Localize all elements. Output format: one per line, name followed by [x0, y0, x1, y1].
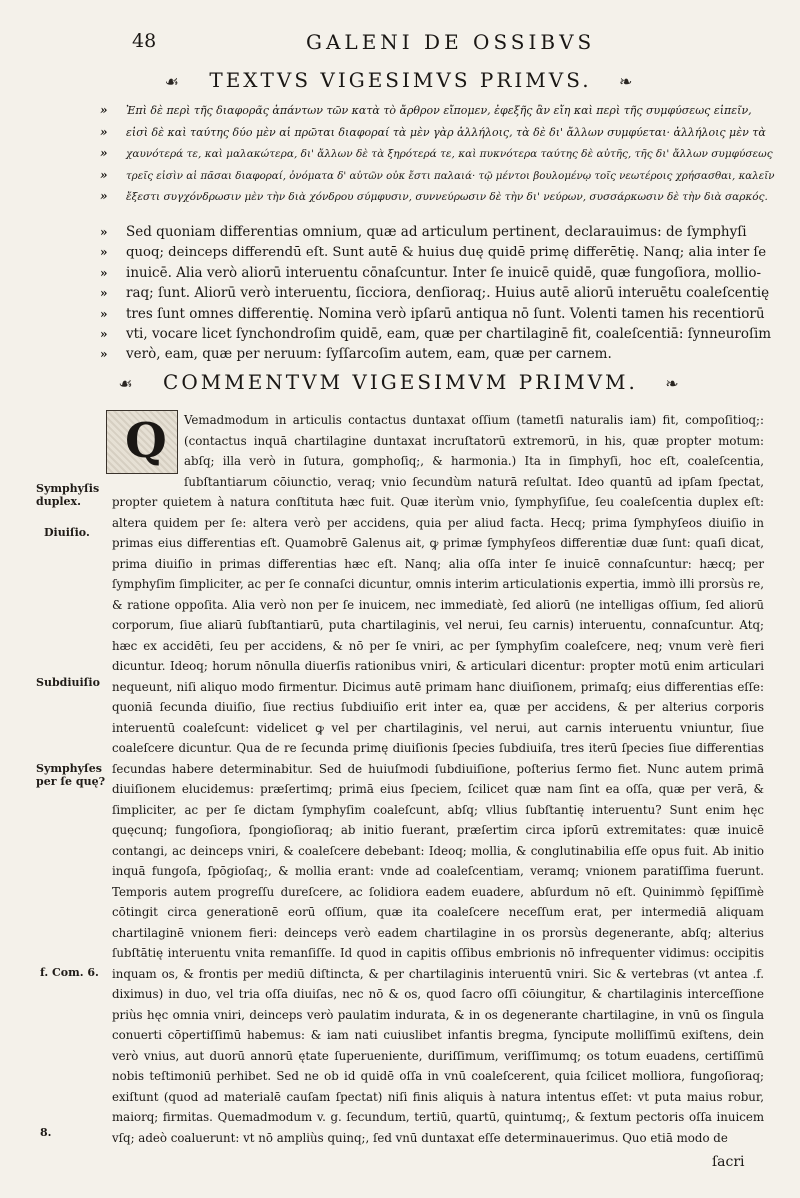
running-head	[0, 26, 800, 56]
commentary-paragraph: Vemadmodum in articulis contactus duntaxat oſſium (tametſi naturalis iam) fit, compoſitioq;: (contactus inquā chartilagine duntaxat incruſtatorū extremorū, in his, quæ propter motum: abſq; illa verò in ſutura, gomphoſiq;, & harmonia.) Ita in ſimphyſi, hoc eſt, coaleſcentia, ſubſtantiarum cōiunctio, veraq; vnio ſecundùm naturā reſultat. Ideo quantū ad ipſam ſpectat, propter quietem à natura conſtituta hæc fuit. Quæ iterùm vnio, ſymphyſiſue, ſeu coaleſcentia duplex eſt: altera quidem per ſe: altera verò per accidens, quia per aliud facta. Hecq; prima ſymphyſeos diuiſio in primas eius differentias eſt. Quamobrē Galenus ait, ꝙ primæ ſymphyſeos differentiæ duæ ſunt: quaſi dicat, prima diuiſio in primas differentias hæc eſt. Nanq; alia oſſa inter ſe inuicē connaſcuntur: hæcq; per ſymphyſim ſimpliciter, ac per ſe connaſci dicuntur, omnis interim articulationis expertia, immò illi prorsùs re, & ratione oppoſita. Alia verò non per ſe inuicem, nec immediatè, ſed aliorū (ne intelligas oſſium, ſed aliorū corporum, ſiue aliarū ſubſtantiarū, puta chartilaginis, vel nerui, ſeu carnis) interuentu, connaſcuntur. Atq; hæc ex accidēti, ſeu per accidens, & nō per ſe vniri, ac per ſymphyſim coaleſcere, neq; vnum verè fieri dicuntur. Ideoq; horum nōnulla diuerſis rationibus vniri, & articulari dicentur: propter motū enim articulari nequeunt, niſi aliquo modo firmentur. Dicimus autē primam hanc diuiſionem, primaſq; eius differentias eſſe: quoniā ſecunda diuiſio, ſiue rectius ſubdiuiſio erit inter ea, quæ per accidens, & per alterius corporis interuentū coaleſcunt: videlicet ꝙ vel per chartilaginis, vel nerui, aut carnis interuentu vniuntur, ſiue coaleſcere dicuntur. Qua de re ſecunda primę diuiſionis ſpecies ſubdiuiſa, tres iterū ſpecies ſiue differentias ſecundas habere determinabitur. Sed de huiuſmodi ſubdiuiſione, poſterius ſermo fiet. Nunc autem primā diuiſionem elucidemus: præſertimq; primā eius ſpeciem, ſcilicet quæ nam ſint ea oſſa, quæ per verā, & ſimpliciter, ac per ſe dictam ſymphyſim coaleſcunt, abſq; vllius ſubſtantię interuentu? Sunt enim hęc quęcunq; fungoſiora, ſpongioſioraq; ab initio fuerant, præſertim circa ipſorū extremitates: quæ inuicē contangi, ac deinceps vniri, & coaleſcere debebant: Ideoq; mollia, & conglutinabilia eſſe opus fuit. Ab initio inquā fungoſa, ſpōgioſaq;, & mollia erant: vnde ad coaleſcentiam, veramq; vnionem paratiſſima fuerunt. Temporis autem progreſſu dureſcere, ac ſolidiora eadem euadere, abſurdum nō eſt. Quinimmò ſępiſſimè cōtingit circa generationē eorū oſſium, quæ ita coaleſcere neceſſum erat, per intermediā aliquam chartilaginē vnionem fieri: deinceps verò eadem chartilagine in os prorsùs degenerante, abſq; alterius ſubſtātię interuentu vnita remanſiſſe. Id quod in capitis oſſibus embrionis nō infrequenter vidimus: occipitis inquam os, & frontis per mediū diſtincta, & per chartilaginis interuentū vniri. Sic & vertebras (vt antea .f. diximus) in duo, vel tria oſſa diuiſas, nec nō & os, quod ſacro oſſi cōiungitur, & chartilaginis interceſſione priùs hęc omnia vniri, deinceps verò paulatim indurata, & in os degenerante chartilagine, in vnū os ſingula conuerti cōpertiſſimū habemus: & iam nati cuiuslibet infantis bregma, ſyncipute molliſſimū exiſtens, dein verò vnius, aut duorū annorū ętate ſuperueniente, duriſſimum, veriſſimumq; os totum euadens, certiſſimū nobis teſtimoniū perhibet. Sed ne ob id quidē oſſa in vnū coaleſcerent, quia ſcilicet molliora, fungoſioraq; exiſtunt (quod ad materialē cauſam ſpectat) niſi finis aliquis à natura intentus eſſet: vt puta maius robur, maiorq; firmitas. Quemadmodum v. g. ſecundum, tertiū, quartū, quintumq;, & ſextum pectoris oſſa inuicem vſq; adeò coaluerunt: vt nō ampliùs quinq;, ſed vnū duntaxat eſſe determinauerimus. Quo etiā modo de	[112, 413, 764, 1145]
greek-line: τρεῖς εἰσὶν αἱ πᾶσαι διαφοραί, ὀνόματα δ' αὐτῶν οὐκ ἔστι παλαιά· τῷ μέντοι βουλομένῳ τοῖς νεωτέροις χρήσασθαι, καλεῖν	[126, 169, 775, 182]
latin-line: raq; ſunt. Aliorū verò interuentu, ſicciora, denſioraq;. Huius autē aliorū interuētu coaleſcentię	[126, 285, 770, 302]
text-heading	[0, 68, 800, 92]
commentary-heading-label: COMMENTVM VIGESIMVM PRIMVM.	[163, 370, 638, 394]
ornament-left-icon: ☙	[164, 72, 182, 91]
commentary-body	[112, 410, 764, 1148]
latin-translation: » Sed quoniam differentias omnium, quæ ad articulum pertinent, declarauimus: de ſymphyſi » quoq; deinceps differendū eſt. Sunt autē & huius duę quidē primę differētię. Nanq; alia inter ſe » inuicē. Alia verò aliorū interuentu cōnaſcuntur. Inter ſe inuicē quidē, quæ fungoſiora, mollio- » raq; ſunt. Aliorū verò interuentu, ſicciora, denſioraq;. Huius autē aliorū interuētu coaleſcentię » tres ſunt omnes differentię. Nomina verò ipſarū antiqua nō ſunt. Volenti tamen his recentiorū » vti, vocare licet ſynchondroſim quidē, eam, quæ per chartilaginē fit, coaleſcentiā: ſynneuroſim » verò, eam, quæ per neruum: ſyſſarcoſim autem, eam, quæ per carnem.	[100, 224, 772, 363]
catchword: ſacri	[712, 1154, 745, 1170]
greek-line: χαυνότερά τε, καὶ μαλακώτερα, δι' ἄλλων δὲ τὰ ξηρότερά τε, καὶ πυκνότερα ταύτης δὲ αὐτῆς, τῆς δι' ἄλλων συμφύσεως	[126, 148, 773, 161]
ornament-left-icon: ☙	[118, 374, 136, 393]
margin-note-eight: 8.	[40, 1126, 52, 1139]
greek-text: » Ἐπὶ δὲ περὶ τῆς διαφορᾶς ἁπάντων τῶν κατὰ τὸ ἄρθρον εἴπομεν, ἐφεξῆς ἂν εἴη καὶ περὶ τῆς συμφύσεως εἰπεῖν, » εἰσὶ δὲ καὶ ταύτης δύο μὲν αἱ πρῶται διαφοραί τὰ μὲν γὰρ ἀλλήλοις, τὰ δὲ δι' ἄλλων συμφύεται· ἀλλήλοις μὲν τὰ » χαυνότερά τε, καὶ μαλακώτερα, δι' ἄλλων δὲ τὰ ξηρότερά τε, καὶ πυκνότερα ταύτης δὲ αὐτῆς, τῆς δι' ἄλλων συμφύσεως » τρεῖς εἰσὶν αἱ πᾶσαι διαφοραί, ὀνόματα δ' αὐτῶν οὐκ ἔστι παλαιά· τῷ μέντοι βουλομένῳ τοῖς νεωτέροις χρήσασθαι, καλεῖν » ἔξεστι συγχόνδρωσιν μὲν τὴν διὰ χόνδρου σύμφυσιν, συννεύρωσιν δὲ τὴν δι' νεύρων, συσσάρκωσιν δὲ τὴν διὰ σαρκός.	[100, 103, 775, 204]
commentary-heading	[0, 370, 800, 394]
ornament-right-icon: ❧	[665, 374, 682, 393]
running-title: GALENI DE OSSIBVS	[306, 30, 596, 54]
latin-line: tres ſunt omnes differentię. Nomina verò ipſarū antiqua nō ſunt. Volenti tamen his recentiorū	[126, 305, 765, 322]
ornament-right-icon: ❧	[618, 72, 636, 91]
margin-note-diuisio: Diuiſio.	[44, 526, 90, 539]
latin-line: Sed quoniam differentias omnium, quæ ad articulum pertinent, declarauimus: de ſymphyſi	[126, 224, 747, 240]
greek-line: ἔξεστι συγχόνδρωσιν μὲν τὴν διὰ χόνδρου σύμφυσιν, συννεύρωσιν δὲ τὴν δι' νεύρων, συσσάρκωσιν δὲ τὴν διὰ σαρκός.	[126, 191, 768, 204]
greek-line: Ἐπὶ δὲ περὶ τῆς διαφορᾶς ἁπάντων τῶν κατὰ τὸ ἄρθρον εἴπομεν, ἐφεξῆς ἂν εἴη καὶ περὶ τῆς συμφύσεως εἰπεῖν,	[126, 104, 752, 117]
latin-line: inuicē. Alia verò aliorū interuentu cōnaſcuntur. Inter ſe inuicē quidē, quæ fungoſiora, mollio-	[126, 264, 762, 281]
latin-line: vti, vocare licet ſynchondroſim quidē, eam, quæ per chartilaginē fit, coaleſcentiā: ſynneuroſim	[126, 325, 772, 342]
margin-note-fcom: f. Com. 6.	[40, 966, 99, 979]
dropcap-letter: Q	[125, 413, 167, 469]
text-heading-label: TEXTVS VIGESIMVS PRIMVS.	[209, 68, 592, 92]
decorated-initial	[106, 410, 178, 474]
margin-note-symphyses: Symphyſes per ſe quę?	[36, 762, 106, 788]
greek-line: εἰσὶ δὲ καὶ ταύτης δύο μὲν αἱ πρῶται διαφοραί τὰ μὲν γὰρ ἀλλήλοις, τὰ δὲ δι' ἄλλων συμφύεται· ἀλλήλοις μὲν τὰ	[126, 125, 766, 139]
latin-line: quoq; deinceps differendū eſt. Sunt autē & huius duę quidē primę differētię. Nanq; alia inter ſe	[126, 245, 767, 261]
margin-note-subdiuisio: Subdiuiſio	[36, 676, 100, 689]
latin-line: verò, eam, quæ per neruum: ſyſſarcoſim autem, eam, quæ per carnem.	[126, 346, 612, 363]
margin-note-symphysis: Symphyſis duplex.	[36, 482, 100, 508]
page-number: 48	[132, 30, 157, 52]
